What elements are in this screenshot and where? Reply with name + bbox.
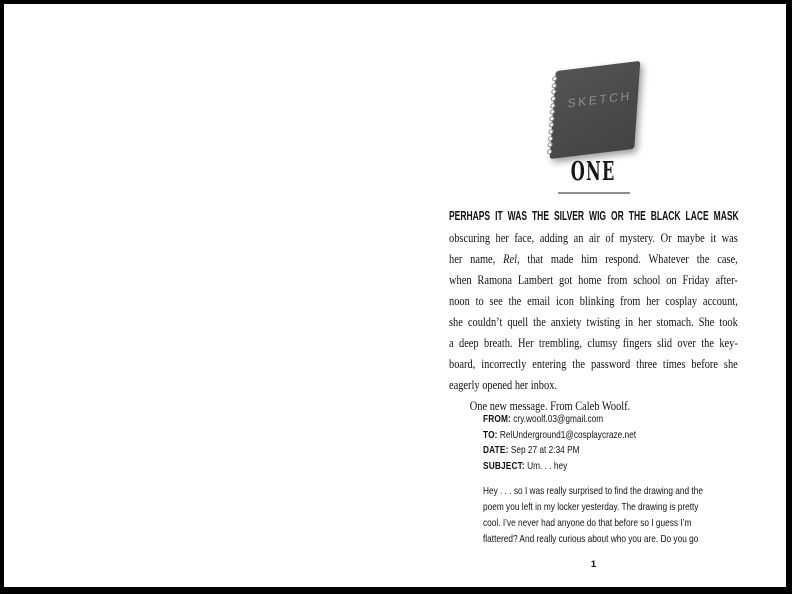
chapter-rule [558, 192, 630, 194]
text-line: cool. I’ve never had anyone do that before so I guess I’m [483, 517, 692, 529]
text-line: her name, Rel, that made him respond. Whatever the case, [449, 251, 738, 266]
sketchbook-cover-label: SKETCH [567, 88, 633, 111]
email-header-row: TO: RelUnderground1@cosplaycraze.net [483, 428, 637, 441]
chapter-rule-wrap [449, 192, 738, 194]
text-line: eagerly opened her inbox. [449, 377, 558, 392]
email-header-row: DATE: Sep 27 at 2:34 PM [483, 444, 580, 456]
text-line: poem you left in my locker yesterday. The drawing is pretty [483, 501, 699, 513]
text-line: board, incorrectly entering the password three times before she [449, 356, 738, 371]
book-page-spread [4, 4, 786, 587]
email-header-row: FROM: cry.woolf.03@gmail.com [483, 413, 604, 425]
paragraph-one [449, 227, 738, 395]
email-header-label: TO: [483, 428, 498, 441]
text-line: obscuring her face, adding an air of mystery. Or maybe it was [449, 230, 738, 245]
spiral-binding-icon [547, 76, 557, 155]
email-header-block [483, 412, 741, 474]
chapter-title: ONE [571, 157, 616, 187]
text-line: noon to see the email icon blinking from her cosplay account, [449, 293, 738, 308]
sketchbook-icon [550, 61, 641, 159]
text-line: flattered? And really curious about who you are. Do you go [483, 533, 699, 545]
paragraph-two: One new message. From Caleb Woolf. [469, 398, 631, 413]
email-header-label: SUBJECT: [483, 459, 525, 472]
page-number: 1 [590, 559, 597, 570]
chapter-heading-block [449, 157, 738, 187]
email-header-label: FROM: [483, 413, 511, 425]
text-line: she couldn’t quell the anxiety twisting in her stomach. She took [449, 314, 738, 329]
text-line: Hey . . . so I was really surprised to find the drawing and the [483, 485, 703, 497]
opening-caps-line: PERHAPS IT WAS THE SILVER WIG OR THE BLACK LACE MASK [449, 209, 739, 223]
email-header-row: SUBJECT: Um. . . hey [483, 459, 568, 472]
email-body-block [483, 483, 741, 547]
text-line: when Ramona Lambert got home from school on Friday after- [449, 272, 738, 287]
email-header-label: DATE: [483, 444, 509, 456]
text-line: a deep breath. Her trembling, clumsy fingers slid over the key- [449, 335, 738, 350]
